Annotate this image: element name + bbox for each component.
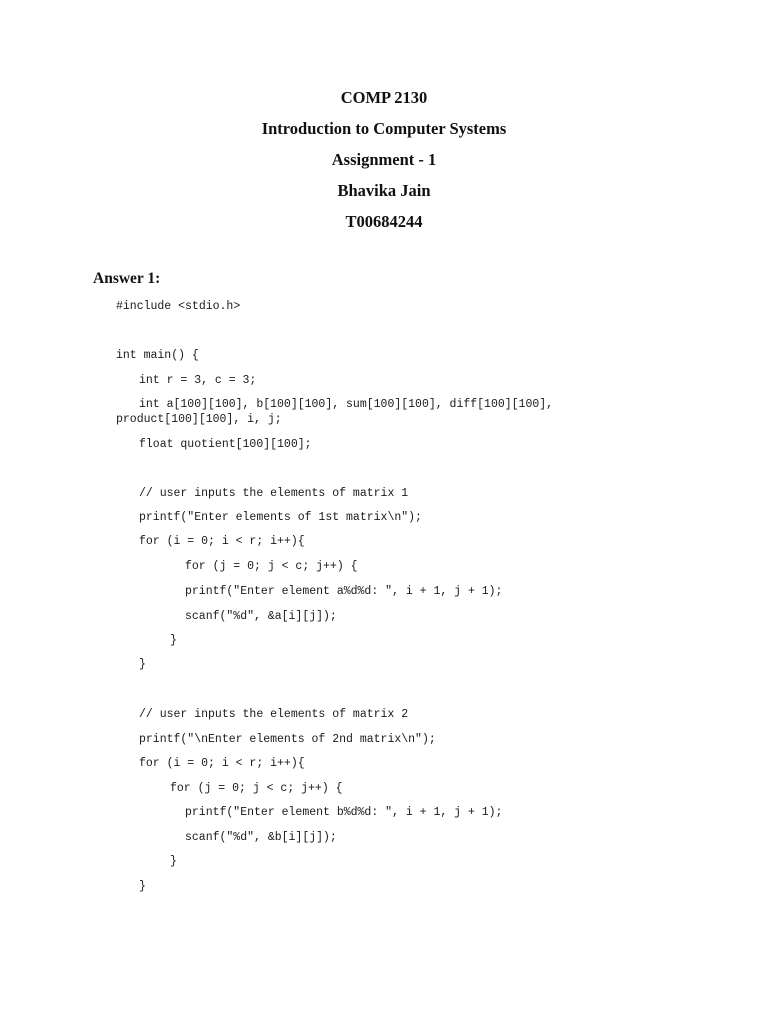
code-line: product[100][100], i, j; <box>116 413 282 426</box>
title-block <box>0 85 768 240</box>
course-title: Introduction to Computer Systems <box>261 119 507 138</box>
student-name: Bhavika Jain <box>337 181 431 200</box>
code-line: printf("Enter element b%d%d: ", i + 1, j + 1); <box>185 806 503 819</box>
assignment-title: Assignment - 1 <box>331 150 437 169</box>
code-line: scanf("%d", &b[i][j]); <box>185 831 337 844</box>
code-line: float quotient[100][100]; <box>139 438 312 451</box>
code-line: int r = 3, c = 3; <box>139 374 257 387</box>
code-line: for (i = 0; i < r; i++){ <box>139 535 305 548</box>
code-line: } <box>139 658 146 671</box>
code-line: int a[100][100], b[100][100], sum[100][100], diff[100][100], <box>139 398 554 411</box>
course-code: COMP 2130 <box>340 88 428 107</box>
code-line: #include <stdio.h> <box>116 300 241 313</box>
answer-heading: Answer 1: <box>93 270 161 287</box>
code-line: printf("Enter elements of 1st matrix\n"); <box>139 511 422 524</box>
code-line: } <box>170 634 177 647</box>
code-line: for (j = 0; j < c; j++) { <box>170 782 343 795</box>
code-line: } <box>139 880 146 893</box>
code-line: for (j = 0; j < c; j++) { <box>185 560 358 573</box>
code-line: printf("\nEnter elements of 2nd matrix\n"); <box>139 733 436 746</box>
code-line: for (i = 0; i < r; i++){ <box>139 757 305 770</box>
code-line: } <box>170 855 177 868</box>
code-line: scanf("%d", &a[i][j]); <box>185 610 337 623</box>
code-line: // user inputs the elements of matrix 2 <box>139 708 409 721</box>
code-line: printf("Enter element a%d%d: ", i + 1, j + 1); <box>185 585 503 598</box>
student-id: T00684244 <box>345 212 423 231</box>
code-line: // user inputs the elements of matrix 1 <box>139 487 409 500</box>
code-line: int main() { <box>116 349 199 362</box>
